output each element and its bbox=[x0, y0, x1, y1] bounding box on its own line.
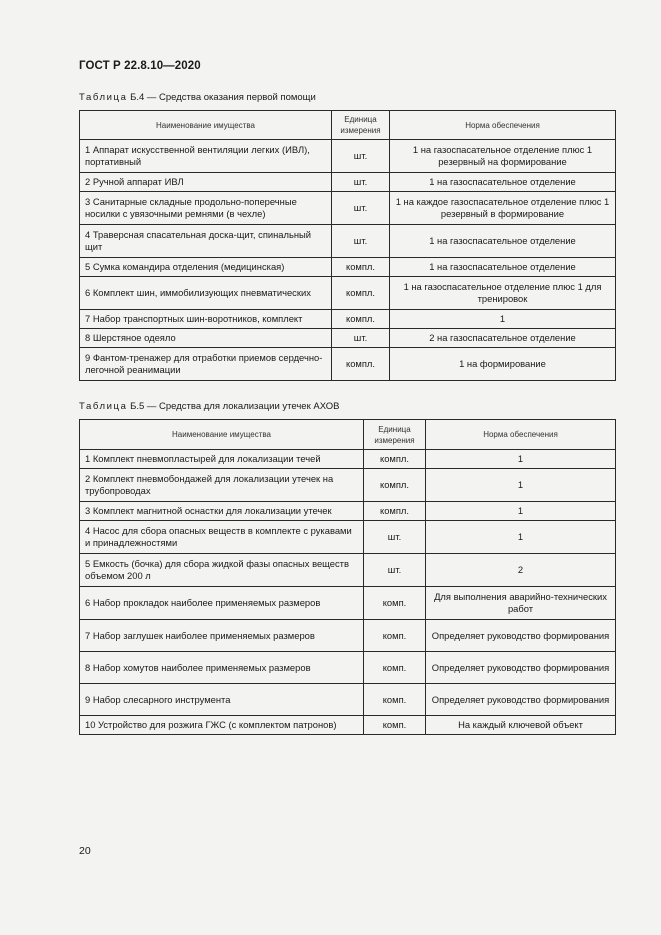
cell-unit: компл. bbox=[332, 258, 390, 277]
cell-norm: Определяет руководство формирования bbox=[426, 652, 616, 684]
cell-norm: 1 на газоспасательное отделение bbox=[390, 258, 616, 277]
cell-name: 6 Комплект шин, иммобилизующих пневматических bbox=[80, 277, 332, 310]
cell-norm: Для выполнения аварийно-технических работ bbox=[426, 587, 616, 620]
cell-norm: 1 bbox=[390, 310, 616, 329]
cell-norm: 1 bbox=[426, 502, 616, 521]
header-norm: Норма обеспечения bbox=[390, 111, 616, 140]
table-b5-caption bbox=[79, 401, 339, 412]
document-id: ГОСТ Р 22.8.10—2020 bbox=[79, 60, 201, 72]
cell-name: 8 Набор хомутов наиболее применяемых размеров bbox=[80, 652, 364, 684]
table-b4-caption-title: Б.4 — Средства оказания первой помощи bbox=[127, 92, 316, 103]
cell-unit: шт. bbox=[364, 554, 426, 587]
table-b4-caption-prefix: Таблица bbox=[79, 92, 128, 103]
cell-name: 8 Шерстяное одеяло bbox=[80, 329, 332, 348]
table-row bbox=[80, 554, 616, 587]
cell-unit: компл. bbox=[364, 469, 426, 502]
header-unit: Единица измерения bbox=[332, 111, 390, 140]
table-row bbox=[80, 173, 616, 192]
header-norm: Норма обеспечения bbox=[426, 420, 616, 450]
cell-unit: комп. bbox=[364, 587, 426, 620]
table-row bbox=[80, 620, 616, 652]
cell-name: 7 Набор транспортных шин-воротников, комплект bbox=[80, 310, 332, 329]
cell-unit: шт. bbox=[332, 329, 390, 348]
cell-unit: компл. bbox=[332, 348, 390, 381]
table-row bbox=[80, 348, 616, 381]
cell-unit: шт. bbox=[332, 173, 390, 192]
cell-unit: шт. bbox=[332, 225, 390, 258]
cell-norm: 2 на газоспасательное отделение bbox=[390, 329, 616, 348]
cell-unit: комп. bbox=[364, 716, 426, 735]
cell-norm: 1 bbox=[426, 521, 616, 554]
cell-unit: шт. bbox=[364, 521, 426, 554]
table-b5 bbox=[79, 419, 616, 735]
cell-norm: 1 на газоспасательное отделение плюс 1 для тренировок bbox=[390, 277, 616, 310]
cell-name: 1 Комплект пневмопластырей для локализации течей bbox=[80, 450, 364, 469]
cell-name: 5 Сумка командира отделения (медицинская) bbox=[80, 258, 332, 277]
cell-name: 2 Ручной аппарат ИВЛ bbox=[80, 173, 332, 192]
cell-unit: комп. bbox=[364, 620, 426, 652]
table-row bbox=[80, 192, 616, 225]
cell-norm: 1 на формирование bbox=[390, 348, 616, 381]
cell-name: 4 Траверсная спасательная доска-щит, спинальный щит bbox=[80, 225, 332, 258]
cell-norm: На каждый ключевой объект bbox=[426, 716, 616, 735]
cell-norm: Определяет руководство формирования bbox=[426, 620, 616, 652]
cell-name: 2 Комплект пневмобондажей для локализации утечек на трубопроводах bbox=[80, 469, 364, 502]
cell-unit: компл. bbox=[332, 310, 390, 329]
table-row bbox=[80, 652, 616, 684]
cell-unit: комп. bbox=[364, 652, 426, 684]
cell-name: 9 Фантом-тренажер для отработки приемов сердечно-легочной реанимации bbox=[80, 348, 332, 381]
table-row bbox=[80, 450, 616, 469]
cell-name: 4 Насос для сбора опасных веществ в комплекте с рукавами и принадлежностями bbox=[80, 521, 364, 554]
header-name: Наименование имущества bbox=[80, 420, 364, 450]
cell-norm: 1 bbox=[426, 469, 616, 502]
table-row bbox=[80, 329, 616, 348]
cell-norm: 1 на каждое газоспасательное отделение плюс 1 резервный в формирование bbox=[390, 192, 616, 225]
table-row bbox=[80, 716, 616, 735]
table-row bbox=[80, 225, 616, 258]
cell-norm: 1 на газоспасательное отделение плюс 1 резервный на формирование bbox=[390, 140, 616, 173]
cell-name: 7 Набор заглушек наиболее применяемых размеров bbox=[80, 620, 364, 652]
cell-name: 6 Набор прокладок наиболее применяемых размеров bbox=[80, 587, 364, 620]
table-b5-caption-prefix: Таблица bbox=[79, 401, 128, 412]
cell-unit: шт. bbox=[332, 192, 390, 225]
table-row bbox=[80, 310, 616, 329]
cell-norm: 1 bbox=[426, 450, 616, 469]
table-row bbox=[80, 502, 616, 521]
cell-unit: компл. bbox=[332, 277, 390, 310]
cell-name: 3 Санитарные складные продольно-поперечные носилки с увязочными ремнями (в чехле) bbox=[80, 192, 332, 225]
page-number: 20 bbox=[79, 845, 91, 857]
table-row bbox=[80, 277, 616, 310]
cell-norm: 1 на газоспасательное отделение bbox=[390, 173, 616, 192]
table-b4 bbox=[79, 110, 616, 381]
cell-unit: компл. bbox=[364, 502, 426, 521]
table-row bbox=[80, 684, 616, 716]
cell-name: 5 Емкость (бочка) для сбора жидкой фазы опасных веществ объемом 200 л bbox=[80, 554, 364, 587]
table-b5-header-row bbox=[80, 420, 616, 450]
table-b4-header-row bbox=[80, 111, 616, 140]
table-row bbox=[80, 587, 616, 620]
cell-unit: компл. bbox=[364, 450, 426, 469]
cell-name: 3 Комплект магнитной оснастки для локализации утечек bbox=[80, 502, 364, 521]
table-b4-caption bbox=[79, 92, 316, 103]
cell-name: 1 Аппарат искусственной вентиляции легких (ИВЛ), портативный bbox=[80, 140, 332, 173]
table-row bbox=[80, 140, 616, 173]
cell-norm: 1 на газоспасательное отделение bbox=[390, 225, 616, 258]
table-row bbox=[80, 521, 616, 554]
cell-norm: Определяет руководство формирования bbox=[426, 684, 616, 716]
table-row bbox=[80, 469, 616, 502]
cell-name: 9 Набор слесарного инструмента bbox=[80, 684, 364, 716]
cell-name: 10 Устройство для розжига ГЖС (с комплектом патронов) bbox=[80, 716, 364, 735]
table-row bbox=[80, 258, 616, 277]
header-unit: Единица измерения bbox=[364, 420, 426, 450]
cell-norm: 2 bbox=[426, 554, 616, 587]
cell-unit: комп. bbox=[364, 684, 426, 716]
table-b5-caption-title: Б.5 — Средства для локализации утечек АХОВ bbox=[127, 401, 340, 412]
cell-unit: шт. bbox=[332, 140, 390, 173]
header-name: Наименование имущества bbox=[80, 111, 332, 140]
